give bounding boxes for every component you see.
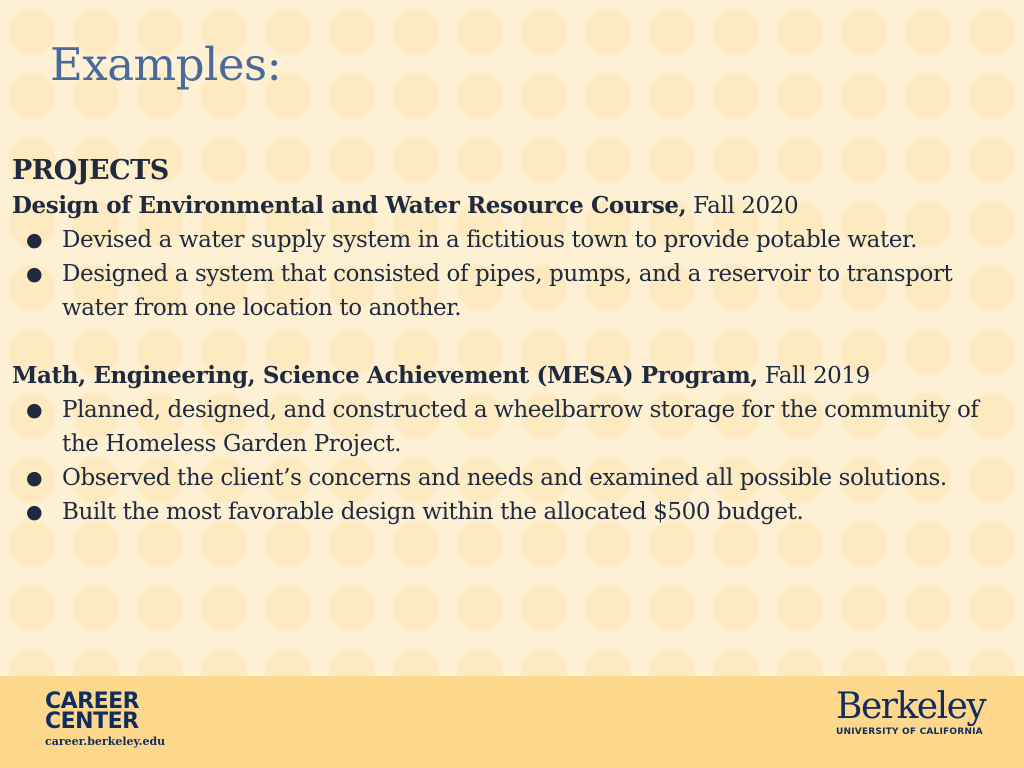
project-date: Fall 2020: [693, 193, 799, 219]
bullet-item: [12, 223, 1017, 257]
section-heading: PROJECTS: [12, 155, 169, 186]
project-entry: [12, 189, 1017, 325]
project-name: Math, Engineering, Science Achievement (MESA) Program,: [12, 362, 758, 389]
career-center-url: career.berkeley.edu: [45, 735, 166, 748]
bullet-icon: ●: [26, 263, 43, 285]
slide-title: Examples:: [50, 38, 282, 91]
bullet-item: [12, 393, 1017, 461]
project-name: Design of Environmental and Water Resource Course,: [12, 192, 687, 219]
career-center-logo-line2: CENTER: [45, 709, 139, 734]
bullet-text: Devised a water supply system in a fictitious town to provide potable water.: [62, 227, 917, 253]
career-center-logo: [45, 689, 166, 749]
bullet-icon: ●: [26, 229, 43, 251]
slide-content: [12, 153, 1017, 529]
berkeley-wordmark: Berkeley: [836, 686, 986, 727]
bullet-item: [12, 495, 1017, 529]
bullet-icon: ●: [26, 467, 43, 489]
bullet-text: Planned, designed, and constructed a wheelbarrow storage for the community of the Homeless Garden Project.: [62, 397, 979, 457]
bullet-item: [12, 257, 1017, 325]
bullet-icon: ●: [26, 501, 43, 523]
bullet-icon: ●: [26, 399, 43, 421]
berkeley-logo: [836, 687, 986, 737]
project-header: [12, 359, 1017, 393]
bullet-list: [12, 393, 1017, 529]
berkeley-subtitle: UNIVERSITY OF CALIFORNIA: [836, 727, 983, 737]
bullet-text: Designed a system that consisted of pipes, pumps, and a reservoir to transport water from one location to another.: [62, 261, 953, 321]
bullet-text: Observed the client’s concerns and needs and examined all possible solutions.: [62, 465, 947, 491]
project-entry: [12, 359, 1017, 529]
bullet-list: [12, 223, 1017, 325]
career-center-logo-line1: CAREER: [45, 689, 140, 714]
bullet-text: Built the most favorable design within the allocated $500 budget.: [62, 499, 804, 525]
bullet-item: [12, 461, 1017, 495]
project-header: [12, 189, 1017, 223]
project-date: Fall 2019: [764, 363, 870, 389]
